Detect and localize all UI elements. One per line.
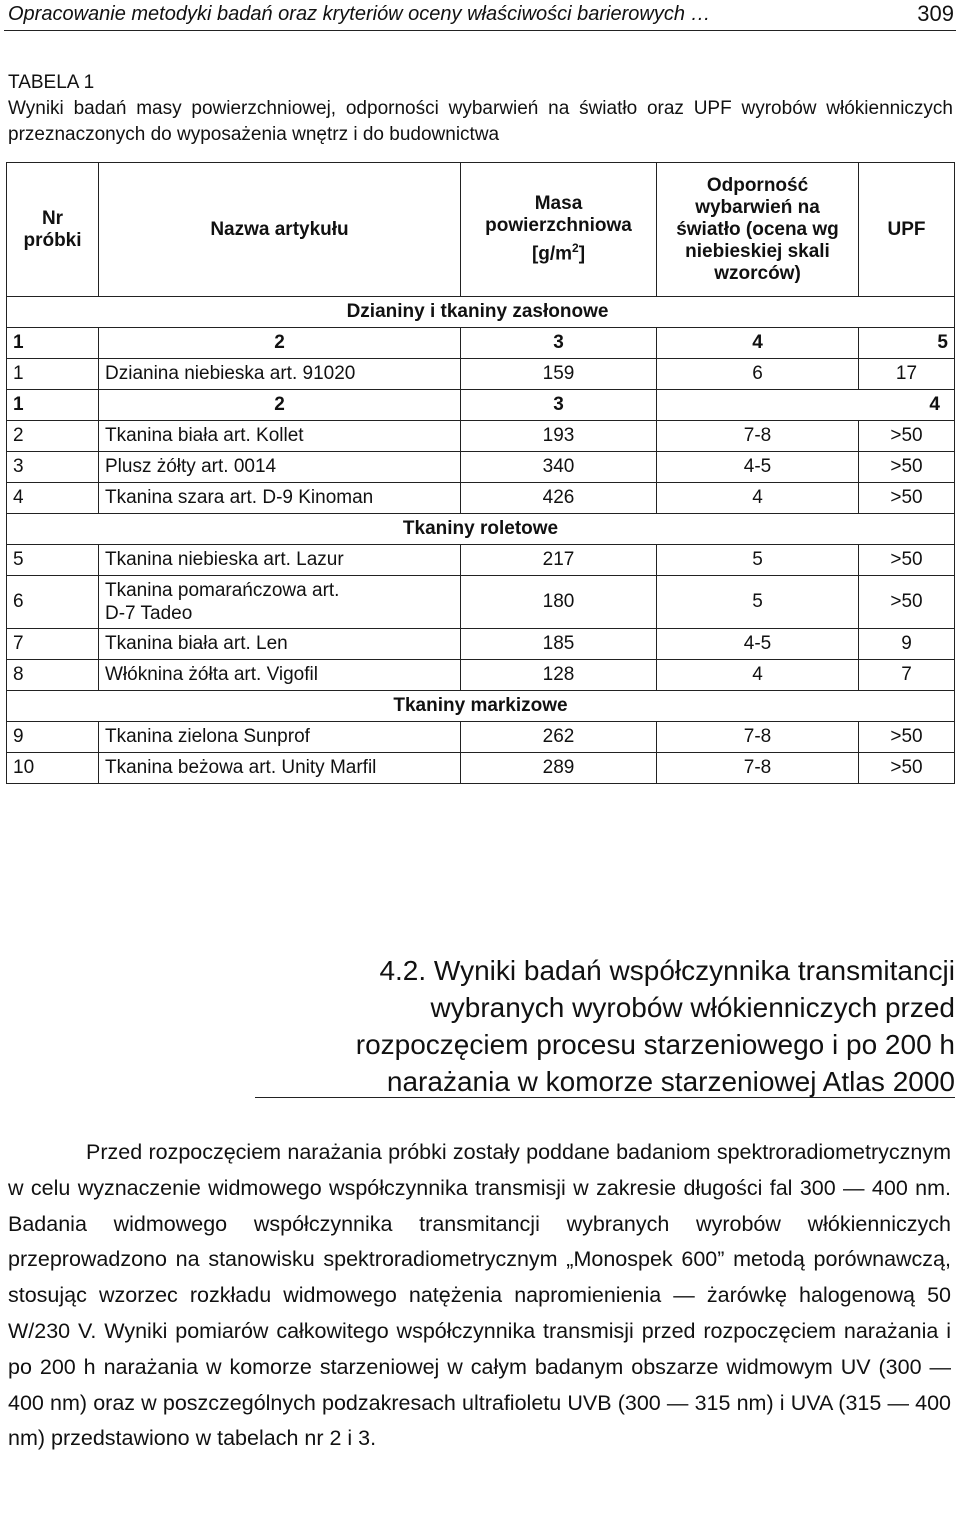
- section-row: [7, 514, 955, 545]
- light-fastness: 5: [657, 576, 859, 629]
- section-label: Dzianiny i tkaniny zasłonowe: [7, 297, 955, 328]
- upf-value: 17: [859, 359, 955, 390]
- section-label: Tkaniny roletowe: [7, 514, 955, 545]
- table-row: [7, 483, 955, 514]
- article-name: Dzianina niebieska art. 91020: [99, 359, 461, 390]
- upf-value: >50: [859, 545, 955, 576]
- article-name: Tkanina biała art. Len: [99, 629, 461, 660]
- light-fastness: 7-8: [657, 722, 859, 753]
- upf-value: >50: [859, 722, 955, 753]
- sample-number: 10: [7, 753, 99, 784]
- column-number: 1: [7, 328, 99, 359]
- table-caption: [8, 70, 953, 148]
- upf-value: 9: [859, 629, 955, 660]
- surface-mass: 340: [461, 452, 657, 483]
- column-number: 4: [657, 390, 955, 421]
- upf-value: >50: [859, 483, 955, 514]
- section-heading-line: wybranych wyrobów włókienniczych przed: [430, 992, 955, 1023]
- section-row: [7, 691, 955, 722]
- running-header: [4, 0, 956, 31]
- upf-value: 7: [859, 660, 955, 691]
- article-name: Plusz żółty art. 0014: [99, 452, 461, 483]
- sample-number: 6: [7, 576, 99, 629]
- column-number: 4: [657, 328, 859, 359]
- header-upf: UPF: [859, 163, 955, 297]
- surface-mass: 193: [461, 421, 657, 452]
- sample-number: 4: [7, 483, 99, 514]
- article-name: Tkanina szara art. D-9 Kinoman: [99, 483, 461, 514]
- column-number: 2: [99, 328, 461, 359]
- surface-mass: 128: [461, 660, 657, 691]
- surface-mass: 426: [461, 483, 657, 514]
- surface-mass: 217: [461, 545, 657, 576]
- surface-mass: 262: [461, 722, 657, 753]
- table-row: [7, 545, 955, 576]
- column-number: 1: [7, 390, 99, 421]
- surface-mass: 159: [461, 359, 657, 390]
- light-fastness: 4: [657, 483, 859, 514]
- column-number: 3: [461, 328, 657, 359]
- light-fastness: 5: [657, 545, 859, 576]
- article-name: Tkanina niebieska art. Lazur: [99, 545, 461, 576]
- column-number: 2: [99, 390, 461, 421]
- table-header-row: [7, 163, 955, 297]
- upf-value: >50: [859, 753, 955, 784]
- column-number: 3: [461, 390, 657, 421]
- table-row: [7, 722, 955, 753]
- table-row: [7, 359, 955, 390]
- column-number-row: [7, 328, 955, 359]
- table-row: [7, 753, 955, 784]
- light-fastness: 6: [657, 359, 859, 390]
- sample-number: 2: [7, 421, 99, 452]
- page-number: 309: [917, 1, 954, 26]
- heading-rule: [255, 1097, 955, 1098]
- light-fastness: 7-8: [657, 421, 859, 452]
- sample-number: 5: [7, 545, 99, 576]
- upf-value: >50: [859, 421, 955, 452]
- upf-value: >50: [859, 576, 955, 629]
- article-name: Tkanina biała art. Kollet: [99, 421, 461, 452]
- table-row: [7, 452, 955, 483]
- upf-value: >50: [859, 452, 955, 483]
- header-nr: Nr próbki: [7, 163, 99, 297]
- header-light-fastness: Odporność wybarwień na światło (ocena wg niebieskiej skali wzorców): [657, 163, 859, 297]
- article-name: Tkanina beżowa art. Unity Marfil: [99, 753, 461, 784]
- section-heading-line: 4.2. Wyniki badań współczynnika transmitancji: [379, 955, 955, 986]
- light-fastness: 4-5: [657, 629, 859, 660]
- section-heading: [255, 952, 955, 1100]
- sample-number: 8: [7, 660, 99, 691]
- column-number: 5: [859, 328, 955, 359]
- surface-mass: 180: [461, 576, 657, 629]
- sample-number: 7: [7, 629, 99, 660]
- article-name: Włóknina żółta art. Vigofil: [99, 660, 461, 691]
- sample-number: 1: [7, 359, 99, 390]
- surface-mass: 289: [461, 753, 657, 784]
- header-mass: Masa powierzchniowa $[g/m^2]$: [461, 163, 657, 297]
- section-row: [7, 297, 955, 328]
- running-title: Opracowanie metodyki badań oraz kryteriów oceny właściwości barierowych …: [8, 3, 711, 25]
- body-text: [8, 1135, 951, 1457]
- article-name: Tkanina pomarańczowa art. D-7 Tadeo: [99, 576, 461, 629]
- table-row: [7, 421, 955, 452]
- header-name: Nazwa artykułu: [99, 163, 461, 297]
- table-row: [7, 629, 955, 660]
- surface-mass: 185: [461, 629, 657, 660]
- table-label: TABELA 1: [8, 72, 95, 93]
- table-caption-text: Wyniki badań masy powierzchniowej, odporności wybarwień na światło oraz UPF wyrobów włókienniczych przeznaczonych do wyposażenia wnętrz i do budownictwa: [8, 98, 953, 145]
- section-heading-line: narażania w komorze starzeniowej Atlas 2000: [386, 1066, 955, 1097]
- article-name: Tkanina zielona Sunprof: [99, 722, 461, 753]
- table-row: [7, 576, 955, 629]
- light-fastness: 4: [657, 660, 859, 691]
- table-row: [7, 660, 955, 691]
- column-number-row: [7, 390, 955, 421]
- body-paragraph: Przed rozpoczęciem narażania próbki zostały poddane badaniom spektroradiometrycznym w celu wyznaczenie widmowego współczynnika transmisji w zakresie długości fal 300 — 400 nm. Badania widmowego współczynnika transmitancji wybranych wyrobów włókienniczych przeprowadzono na stanowisku spektroradiometrycznym „Monospek 600” metodą porównawczą, stosując wzorzec rozkładu widmowego natężenia napromienienia — żarówkę halogenową 50 W/230 V. Wyniki pomiarów całkowitego współczynnika transmisji przed rozpoczęciem narażania i po 200 h narażania w komorze starzeniowej w całym badanym obszarze widmowym UV (300 — 400 nm) oraz w poszczególnych podzakresach ultrafioletu UVB (300 — 315 nm) i UVA (315 — 400 nm) przedstawiono w tabelach nr 2 i 3.: [8, 1140, 951, 1451]
- section-heading-line: rozpoczęciem procesu starzeniowego i po 200 h: [355, 1029, 955, 1060]
- light-fastness: 4-5: [657, 452, 859, 483]
- sample-number: 9: [7, 722, 99, 753]
- results-table: [6, 162, 955, 784]
- section-label: Tkaniny markizowe: [7, 691, 955, 722]
- light-fastness: 7-8: [657, 753, 859, 784]
- sample-number: 3: [7, 452, 99, 483]
